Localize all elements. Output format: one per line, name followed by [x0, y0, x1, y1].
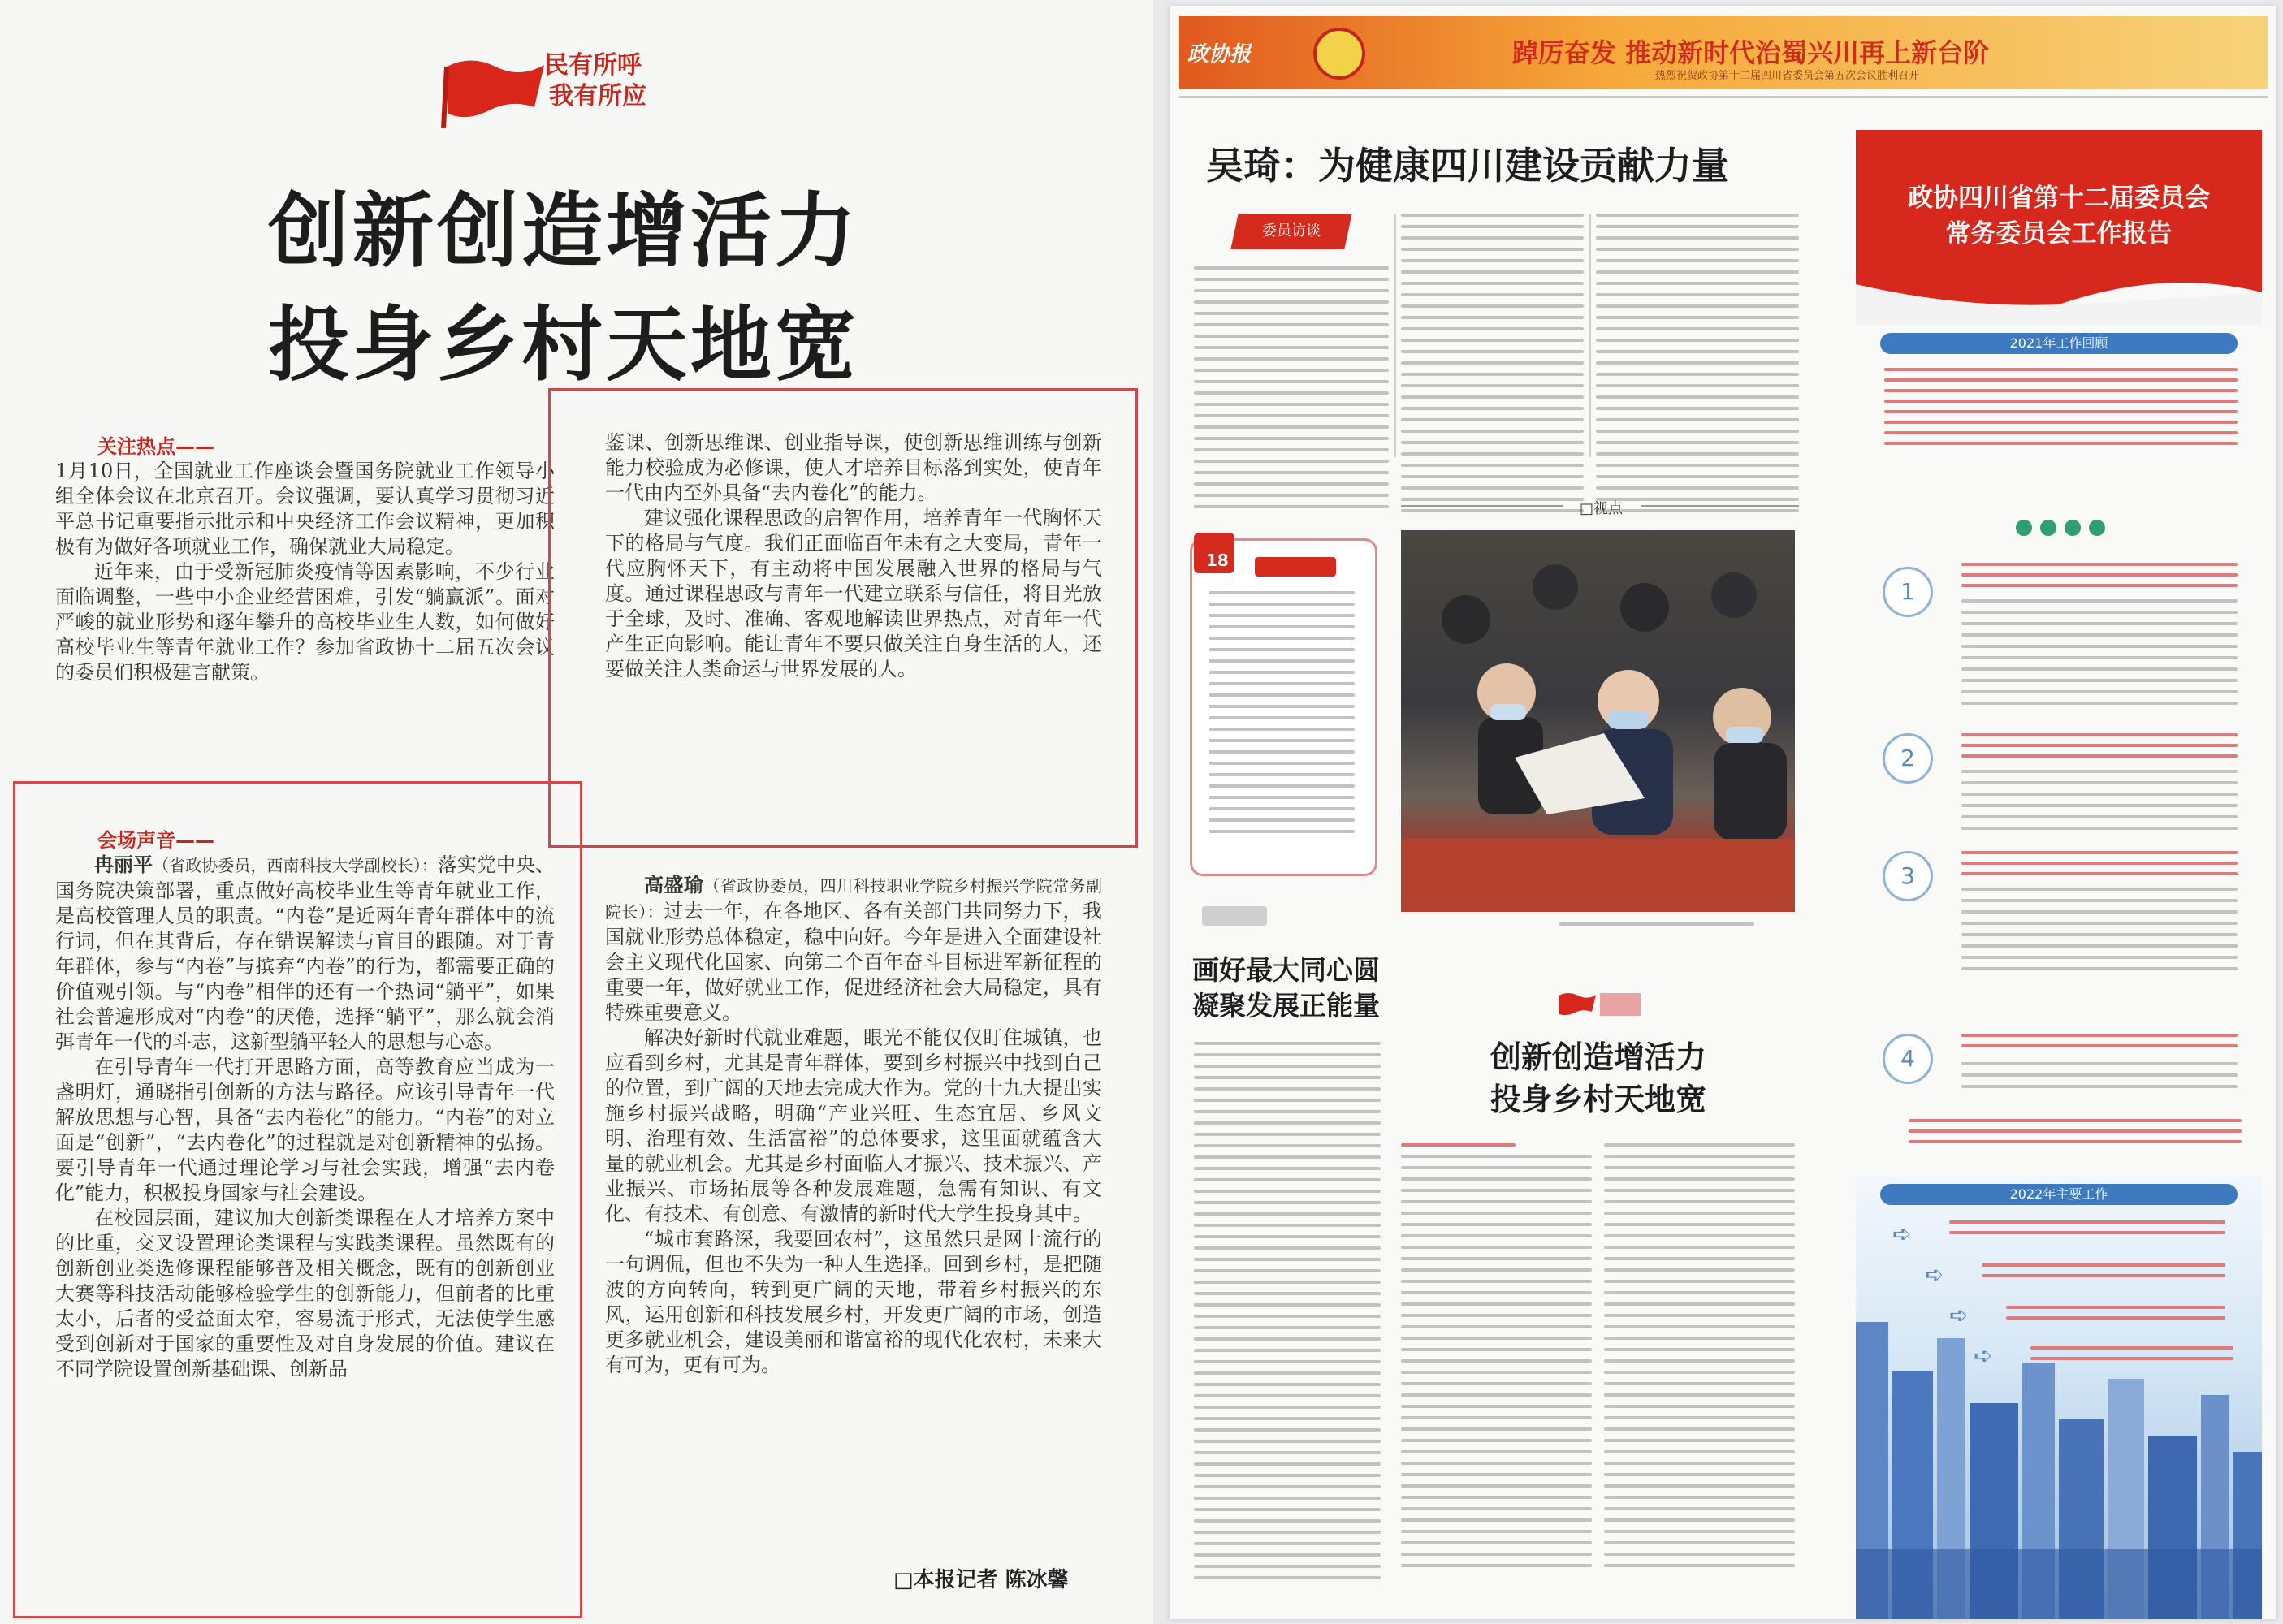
- report-item-number-3: 3: [1883, 851, 1933, 901]
- report-item-1-lines: [1961, 563, 2238, 594]
- photo-caption-rule-right: [1641, 505, 1799, 507]
- masthead-subtitle: ——热烈祝贺政协第十二届四川省委员会第五次会议胜利召开: [1634, 70, 1920, 82]
- col2-top-text: [605, 430, 1102, 828]
- headline-line-1: 创新创造增活力: [268, 184, 859, 279]
- top-column-divider: [1394, 214, 1396, 457]
- slogan-line-2: 我有所应: [549, 82, 646, 110]
- top-column-3: [1596, 214, 1799, 520]
- sidebar-tag: [1255, 557, 1336, 577]
- top-column-2: [1401, 214, 1584, 520]
- col2-paragraph-1: 鉴课、创新思维课、创业指导课，使创新思维训练与创新能力校验成为必修课，使人才培养目标落到实处，使青年一代由内至外具备“去内卷化”的能力。: [605, 431, 1102, 504]
- mini-slogan-bar: [1600, 993, 1641, 1016]
- conference-photo: [1401, 530, 1795, 912]
- voice-paragraph-4: 过去一年，在各地区、各有关部门共同努力下，我国就业形势总体稳定，稳中向好。今年是进入全面建设社会主义现代化国家、向第二个百年奋斗目标进军新征程的重要一年，做好就业工作，促进经济社会大局稳定，具有特殊重要意义。: [605, 900, 1102, 1024]
- focus-label: 关注热点——: [97, 435, 214, 458]
- report-summary-lines: [1909, 1119, 2242, 1151]
- voice-paragraph-6: “城市套路深，我要回农村”，这虽然只是网上流行的一句调侃，但也不失为一种人生选择。回到乡村，是把随波的方向转向，转到更广阔的天地，带着乡村振兴的东风，运用创新和科技发展乡村，开发更广阔的市场，创造更多就业机会，建设美丽和谐富裕的现代化农村，未来大有可为，更有可为。: [605, 1228, 1102, 1376]
- report-item-4-lines: [1961, 1034, 2238, 1055]
- focus-paragraph-1: 业工作领导小组全体会议在北京召开。会议强调，要认真学习贯彻习近平总书记重要指示批示和中央经济工作会议精神，更加积极有为做好各项就业工作，确保就业大局稳定。: [55, 460, 555, 558]
- focus-text: [55, 459, 555, 775]
- center-headline-line-2: 投身乡村天地宽: [1490, 1082, 1707, 1117]
- slogan: [544, 50, 646, 112]
- speaker-title-1: （省政协委员，西南科技大学副校长）：: [153, 856, 438, 875]
- plan-arrow-icon-3: ➪: [1949, 1302, 1969, 1328]
- city-graphic: [1856, 1176, 2262, 1619]
- headline-line-2: 投身乡村天地宽: [268, 297, 859, 392]
- center-column-2: [1604, 1143, 1795, 1575]
- sidebar-number: 18: [1206, 551, 1229, 570]
- report-item-number-4: 4: [1883, 1034, 1933, 1084]
- plan-arrow-icon-1: ➪: [1892, 1220, 1912, 1247]
- side-column-lines: [1194, 1042, 1381, 1587]
- voice-paragraph-5: 解决好新时代就业难题，眼光不能仅仅盯住城镇，也应看到乡村，尤其是青年群体，要到乡村振兴中找到自己的位置，到广阔的天地去完成大作为。党的十九大提出实施乡村振兴战略，明确“产业兴旺、生态宜居、乡风文明、治理有效、生活富裕”的总体要求，这里面就蕴含大量的就业机会。尤其是乡村面临人才振兴、技术振兴、产业振兴、市场拓展等各种发展难题，急需有知识、有文化、有技术、有创意、有激情的新时代大学生投身其中。: [605, 1026, 1102, 1225]
- side-tag: [1202, 906, 1267, 926]
- center-headline-line-1: 创新创造增活力: [1490, 1039, 1707, 1075]
- red-flag-icon: [439, 50, 544, 132]
- photo-caption-text: [1559, 922, 1754, 934]
- speaker-name-1: 冉丽平: [94, 853, 153, 876]
- voice-text-col2: [605, 873, 1102, 1555]
- byline: □本报记者 陈冰馨: [893, 1568, 1069, 1592]
- report-dots: [2014, 518, 2112, 538]
- report-item-4-body: [1961, 1062, 2238, 1096]
- headline: [268, 175, 859, 402]
- right-top-headline: 吴琦：为健康四川建设贡献力量: [1206, 144, 1729, 188]
- photo-caption: □视点: [1580, 500, 1624, 517]
- report-item-3-body: [1961, 888, 2238, 978]
- mini-flag-icon: [1555, 989, 1596, 1021]
- voice-label: 会场声音——: [97, 829, 214, 852]
- slogan-line-1: 民有所呼: [544, 51, 642, 80]
- report-intro-lines: [1884, 368, 2238, 452]
- center-column-1: [1401, 1143, 1592, 1575]
- masthead-slogan: 踔厉奋发 推动新时代治蜀兴川再上新台阶: [1512, 37, 1990, 68]
- plan-arrow-icon-2: ➪: [1925, 1261, 1944, 1288]
- photo-caption-rule: [1401, 505, 1563, 507]
- col2-paragraph-2: 建议强化课程思政的启智作用，培养青年一代胸怀天下的格局与气度。我们正面临百年未有之大变局，青年一代应胸怀天下，有主动将中国发展融入世界的格局与气度。通过课程思政与青年一代建立联系与信任，将目光放于全球，及时、准确、客观地解读世界热点，对青年一代产生正向影响。能让青年不要只做关注自身生活的人，还要做关注人类命运与世界发展的人。: [605, 507, 1102, 680]
- report-banner: [1856, 130, 2262, 325]
- plan-item-1-lines: [1949, 1220, 2225, 1242]
- voice-text-col1: [55, 853, 555, 1592]
- report-title-line-1: 政协四川省第十二届委员会: [1908, 184, 2210, 213]
- masthead-rule: [1179, 96, 2268, 98]
- speaker-title-2: （省政协委员，四川科技职业学院乡村振兴学院常务副院长）：: [605, 876, 1102, 922]
- report-item-number-1: 1: [1883, 567, 1933, 617]
- plan-arrow-icon-4: ➪: [1974, 1342, 1993, 1369]
- report-item-number-2: 2: [1883, 733, 1933, 784]
- plan-item-2-lines: [1982, 1263, 2225, 1285]
- report-item-2-body: [1961, 770, 2238, 838]
- masthead: [1179, 16, 2268, 89]
- report-item-1-body: [1961, 599, 2238, 713]
- report-pill-plan: 2022年主要工作: [1880, 1184, 2238, 1205]
- report-pill-review: 2021年工作回顾: [1880, 333, 2238, 354]
- speaker-name-2: 高盛瑜: [644, 874, 704, 896]
- top-column-divider-2: [1589, 214, 1591, 457]
- masthead-logo: 政协报: [1187, 42, 1252, 67]
- sidebar-lines: [1209, 591, 1355, 841]
- red-badge-label: 委员访谈: [1262, 222, 1321, 240]
- voice-paragraph-2: 在引导青年一代打开思路方面，高等教育应当成为一盏明灯，通晓指引创新的方法与路径。应该引导青年一代解放思想与心智，具备“去内卷化”的能力。“内卷”的对立面是“创新”，“去内卷化”的过程就是对创新精神的弘扬。要引导青年一代通过理论学习与社会实践，增强“去内卷化”能力，积极投身国家与社会建设。: [55, 1056, 555, 1204]
- voice-paragraph-1: 落实党中央、国务院决策部署，重点做好高校毕业生等青年就业工作，是高校管理人员的职责。“内卷”是近两年青年群体中的流行词，但在其背后，存在错误解读与盲目的跟随。对于青年群体，参与“内卷”与摈弃“内卷”的行为，都需要正确的价值观引领。与“内卷”相伴的还有一个热词“躺平”，如果社会普遍形成对“内卷”的厌倦，选择“躺平”，那么就会消弭青年一代的斗志，这新型躺平轻人的思想与心态。: [55, 853, 555, 1053]
- focus-first-line: 1月10日，全国就业工作座谈会暨国务院就: [55, 460, 435, 482]
- report-title: [1856, 180, 2262, 252]
- side-headline-line-1: 画好最大同心圆: [1192, 954, 1380, 986]
- red-badge: [1230, 214, 1351, 249]
- voice-paragraph-3: 在校园层面，建议加大创新类课程在人才培养方案中的比重，交叉设置理论类课程与实践类课程。虽然既有的创新创业类选修课程能够普及相关概念，既有的创新创业大赛等科技活动能够检验学生的创新能力，但前者的比重太小，后者的受益面太窄，容易流于形式，无法使学生感受到创新对于国家的重要性及对自身发展的价值。建议在不同学院设置创新基础课、创新品: [55, 1207, 555, 1380]
- plan-item-3-lines: [2006, 1306, 2225, 1327]
- plan-item-4-lines: [2030, 1346, 2233, 1367]
- side-headline: [1192, 952, 1380, 1024]
- right-newspaper-page: [1170, 6, 2276, 1619]
- top-column-1: [1194, 266, 1389, 516]
- report-title-line-2: 常务委员会工作报告: [1945, 219, 2173, 248]
- report-item-3-lines: [1961, 851, 2238, 883]
- emblem-icon: [1313, 28, 1365, 80]
- report-item-2-lines: [1961, 733, 2238, 765]
- focus-paragraph-2: 近年来，由于受新冠肺炎疫情等因素影响，不少行业面临调整，一些中小企业经营困难，引发“躺赢派”。面对严峻的就业形势和逐年攀升的高校毕业生人数，如何做好高校毕业生等青年就业工作？参加省政协十二届五次会议的委员们积极建言献策。: [55, 560, 555, 684]
- side-headline-line-2: 凝聚发展正能量: [1192, 990, 1380, 1021]
- center-headline: [1490, 1036, 1706, 1121]
